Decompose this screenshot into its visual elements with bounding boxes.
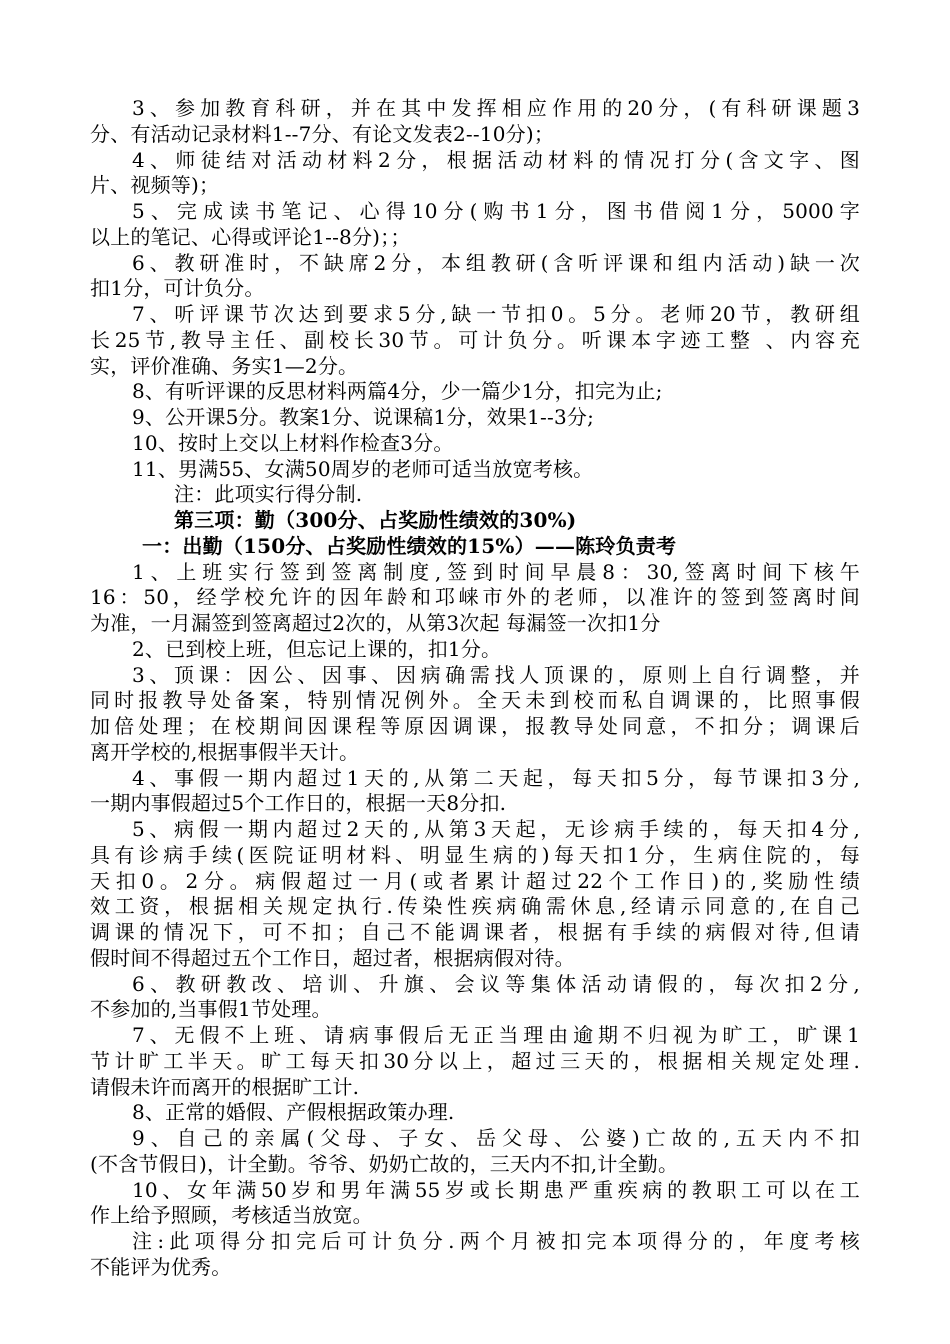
text-line: 11、男满55、女满50周岁的老师可适当放宽考核。 [132,456,594,481]
text-line: 一期内事假超过5个工作日的，根据一天8分扣. [90,791,507,816]
document-page [90,96,860,1281]
text-line: 8、正常的婚假、产假根据政策办理. [132,1100,455,1125]
text-line: 为准，一月漏签到签离超过2次的，从第3次起 每漏签一次扣1分 [90,611,661,635]
text-line: 4、事假一期内超过1天的,从第二天起，每天扣5分，每节课扣3分, [132,765,860,790]
text-line: 8、有听评课的反思材料两篇4分，少一篇少1分，扣完为止; [132,379,663,404]
text-line: 6、教研准时，不缺席2分，本组教研(含听评课和组内活动)缺一次 [132,250,860,275]
text-line: 离开学校的,根据事假半天计。 [90,739,360,764]
text-line: 分、有活动记录材料1--7分、有论文发表2--10分)； [90,121,555,146]
text-line: 长25节,教导主任、副校长30节。可计负分。听课本字迹工整 、内容充 [90,327,860,352]
text-line: 以上的笔记、心得或评论1--8分)；； [90,224,411,249]
text-line: 不能评为优秀。 [90,1254,232,1279]
text-line: 作上给予照顾，考核适当放宽。 [90,1203,373,1228]
text-line: 9、自己的亲属(父母、子女、岳父母、公婆)亡故的,五天内不扣 [132,1126,860,1150]
text-line: 不参加的,当事假1节处理。 [90,997,332,1022]
text-line: 假时间不得超过五个工作日，超过者，根据病假对待。 [90,945,575,970]
text-line: 10、女年满50岁和男年满55岁或长期患严重疾病的教职工可以在工 [132,1177,860,1202]
text-line: 调课的情况下，可不扣；自己不能调课者，根据有手续的病假对待,但请 [90,920,860,944]
text-line: 3、参加教育科研，并在其中发挥相应作用的20分，(有科研课题3 [132,96,860,120]
text-line: 16：50，经学校允许的因年龄和邛崃市外的老师，以准许的签到签离时间 [90,585,860,610]
text-line: 10、按时上交以上材料作检查3分。 [132,430,454,455]
text-line: 注:此项得分扣完后可计负分.两个月被扣完本项得分的，年度考核 [132,1229,860,1253]
text-line: 具有诊病手续(医院证明材料、明显生病的)每天扣1分，生病住院的，每 [90,842,860,867]
text-line: 7、无假不上班、请病事假后无正当理由逾期不归视为旷工，旷课1 [132,1023,860,1047]
text-line: 5、病假一期内超过2天的,从第3天起，无诊病手续的，每天扣4分, [132,817,860,841]
text-line: 同时报教导处备案，特别情况例外。全天未到校而私自调课的，比照事假 [90,688,860,713]
section-heading: 第三项：勤（300分、占奖励性绩效的30%) [174,508,577,532]
text-line: 5、完成读书笔记、心得10分(购书1分，图书借阅1分，5000字 [132,199,860,223]
text-line: 片、视频等)； [90,173,220,198]
subsection-heading: 一：出勤（150分、占奖励性绩效的15%）——陈玲负责考 [142,533,677,558]
text-line: 效工资，根据相关规定执行.传染性疾病确需休息,经请示同意的,在自己 [90,894,860,919]
text-line: (不含节假日)，计全勤。爷爷、奶奶亡故的，三天内不扣,计全勤。 [90,1151,679,1176]
text-line: 6、教研教改、培训、升旗、会议等集体活动请假的，每次扣2分, [132,971,860,996]
text-line: 实，评价准确、务实1—2分。 [90,353,359,378]
text-line: 4、师徒结对活动材料2分，根据活动材料的情况打分(含文字、图 [132,147,860,172]
text-line: 扣1分，可计负分。 [90,276,265,301]
text-line: 7、听评课节次达到要求5分,缺一节扣0。5分。老师20节，教研组 [132,302,860,326]
text-line: 9、公开课5分。教案1分、说课稿1分，效果1--3分; [132,405,595,429]
text-line: 1、上班实行签到签离制度,签到时间早晨8：30,签离时间下核午 [132,559,860,584]
text-line: 3、顶课：因公、因事、因病确需找人顶课的，原则上自行调整，并 [132,662,860,687]
text-line: 加倍处理；在校期间因课程等原因调课，报教导处同意，不扣分；调课后 [90,714,860,738]
note-line: 注：此项实行得分制. [174,482,363,507]
text-line: 2、已到校上班，但忘记上课的，扣1分。 [132,636,502,661]
text-line: 天扣0。2分。病假超过一月(或者累计超过22个工作日)的,奖励性绩 [90,868,860,893]
text-line: 节计旷工半天。旷工每天扣30分以上，超过三天的，根据相关规定处理. [90,1048,860,1073]
text-line: 请假未许而离开的根据旷工计. [90,1074,360,1099]
